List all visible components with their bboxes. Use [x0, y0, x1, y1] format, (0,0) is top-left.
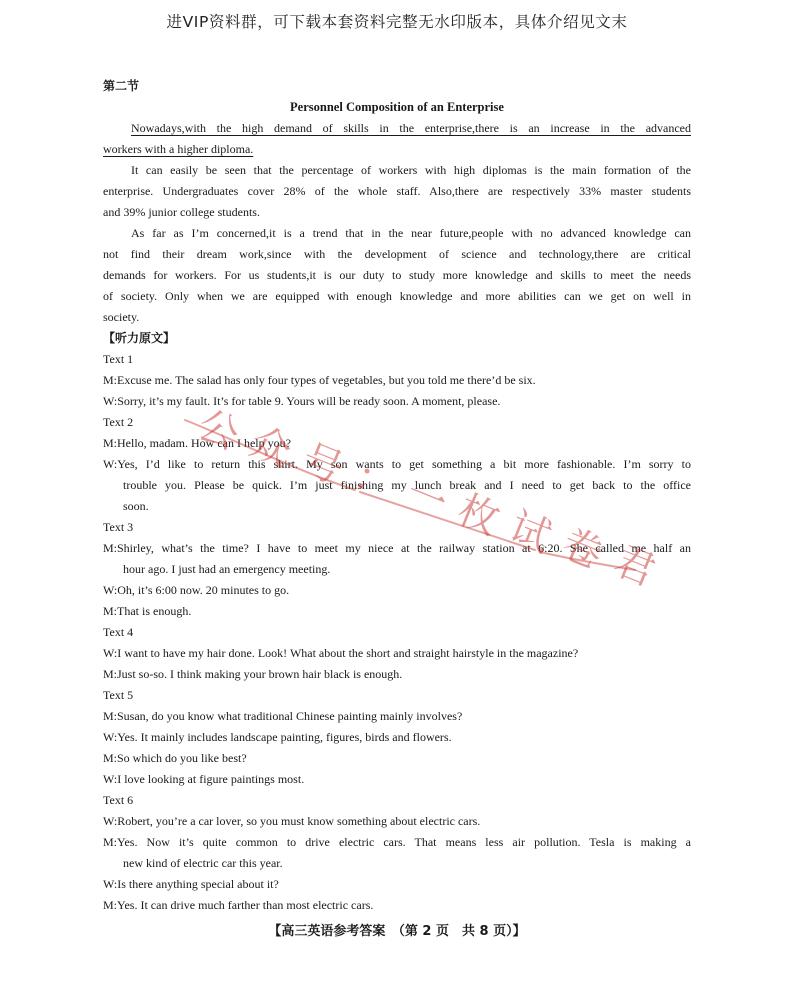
text-label: Text 1	[103, 352, 134, 366]
text-label: Text 2	[103, 415, 134, 429]
dialogue-line: W:I want to have my hair done. Look! What about the short and straight hairstyle in the magazine?	[103, 646, 579, 660]
essay-line: enterprise. Undergraduates cover 28% of the whole staff. Also,there are respectively 33% master students	[103, 184, 691, 198]
page-footer: 【高三英语参考答案 （第 2 页 共 8 页）】	[268, 924, 526, 939]
dialogue-line: M:Excuse me. The salad has only four types of vegetables, but you told me there’d be six.	[103, 373, 536, 387]
dialogue-line: W:Yes. It mainly includes landscape painting, figures, birds and flowers.	[103, 730, 452, 744]
header-notice: 进VIP资料群，可下载本套资料完整无水印版本，具体介绍见文末	[166, 13, 628, 31]
watermark-glyph: 号	[295, 435, 350, 494]
watermark-glyph: ：	[347, 452, 402, 511]
essay-line: not find their dream work,since with the development of science and technology,there are critical	[103, 247, 691, 261]
dialogue-line: M:Shirley, what’s the time? I have to meet my niece at the railway station at 6:20. She called me half an	[103, 541, 691, 555]
page-content	[103, 76, 691, 916]
transcript	[103, 349, 691, 916]
dialogue-line: W:I love looking at figure paintings most.	[103, 772, 305, 786]
essay-line: of society. Only when we are equipped with enough knowledge and more abilities can we get on well in	[103, 289, 691, 303]
essay-title: Personnel Composition of an Enterprise	[290, 100, 504, 114]
watermark-glyph: 君	[607, 537, 662, 596]
text-label: Text 5	[103, 688, 134, 702]
dialogue-line: new kind of electric car this year.	[123, 856, 283, 870]
dialogue-line: M:Yes. It can drive much farther than most electric cars.	[103, 898, 374, 912]
dialogue-line: W:Sorry, it’s my fault. It’s for table 9. Yours will be ready soon. A moment, please.	[103, 394, 501, 408]
dialogue-line: M:Just so-so. I think making your brown hair black is enough.	[103, 667, 403, 681]
dialogue-line: M:So which do you like best?	[103, 751, 247, 765]
dialogue-line: W:Is there anything special about it?	[103, 877, 279, 891]
dialogue-line: hour ago. I just had an emergency meeting.	[123, 562, 331, 576]
section-label: 第二节	[103, 79, 140, 93]
watermark-glyph: 卷	[555, 520, 610, 579]
essay-line: It can easily be seen that the percentage of workers with high diplomas is the main formation of the	[131, 163, 691, 177]
dialogue-line: soon.	[123, 499, 149, 513]
essay-line: demands for workers. For us students,it is our duty to study more knowledge and skills to meet the needs	[103, 268, 691, 282]
watermark-glyph: 众	[243, 418, 298, 477]
dialogue-line: W:Oh, it’s 6:00 now. 20 minutes to go.	[103, 583, 290, 597]
watermark-glyph: 试	[503, 503, 558, 562]
essay-line: society.	[103, 310, 140, 324]
essay-body	[103, 118, 691, 328]
essay-line: Nowadays,with the high demand of skills in the enterprise,there is an increase in the advanced	[131, 121, 691, 135]
text-label: Text 4	[103, 625, 134, 639]
essay-line: workers with a higher diploma.	[103, 142, 254, 156]
essay-line: As far as I’m concerned,it is a trend that in the near future,people with no advanced knowledge can	[131, 226, 691, 240]
dialogue-line: M:Yes. Now it’s quite common to drive electric cars. That means less air pollution. Tesla is making a	[103, 835, 691, 849]
dialogue-line: M:Susan, do you know what traditional Chinese painting mainly involves?	[103, 709, 463, 723]
watermark-glyph: 公	[191, 401, 246, 460]
text-label: Text 6	[103, 793, 134, 807]
watermark-glyph: 一	[399, 469, 454, 528]
transcript-heading: 【听力原文】	[103, 331, 176, 345]
watermark-glyph: 枚	[451, 486, 506, 545]
dialogue-line: trouble you. Please be quick. I’m just finishing my lunch break and I need to get back to the office	[123, 478, 691, 492]
dialogue-line: M:Hello, madam. How can I help you?	[103, 436, 291, 450]
dialogue-line: W:Robert, you’re a car lover, so you must know something about electric cars.	[103, 814, 481, 828]
dialogue-line: M:That is enough.	[103, 604, 192, 618]
dialogue-line: W:Yes, I’d like to return this shirt. My son wants to get something a bit more fashionable. I’m sorry to	[103, 457, 691, 471]
text-label: Text 3	[103, 520, 134, 534]
essay-line: and 39% junior college students.	[103, 205, 260, 219]
